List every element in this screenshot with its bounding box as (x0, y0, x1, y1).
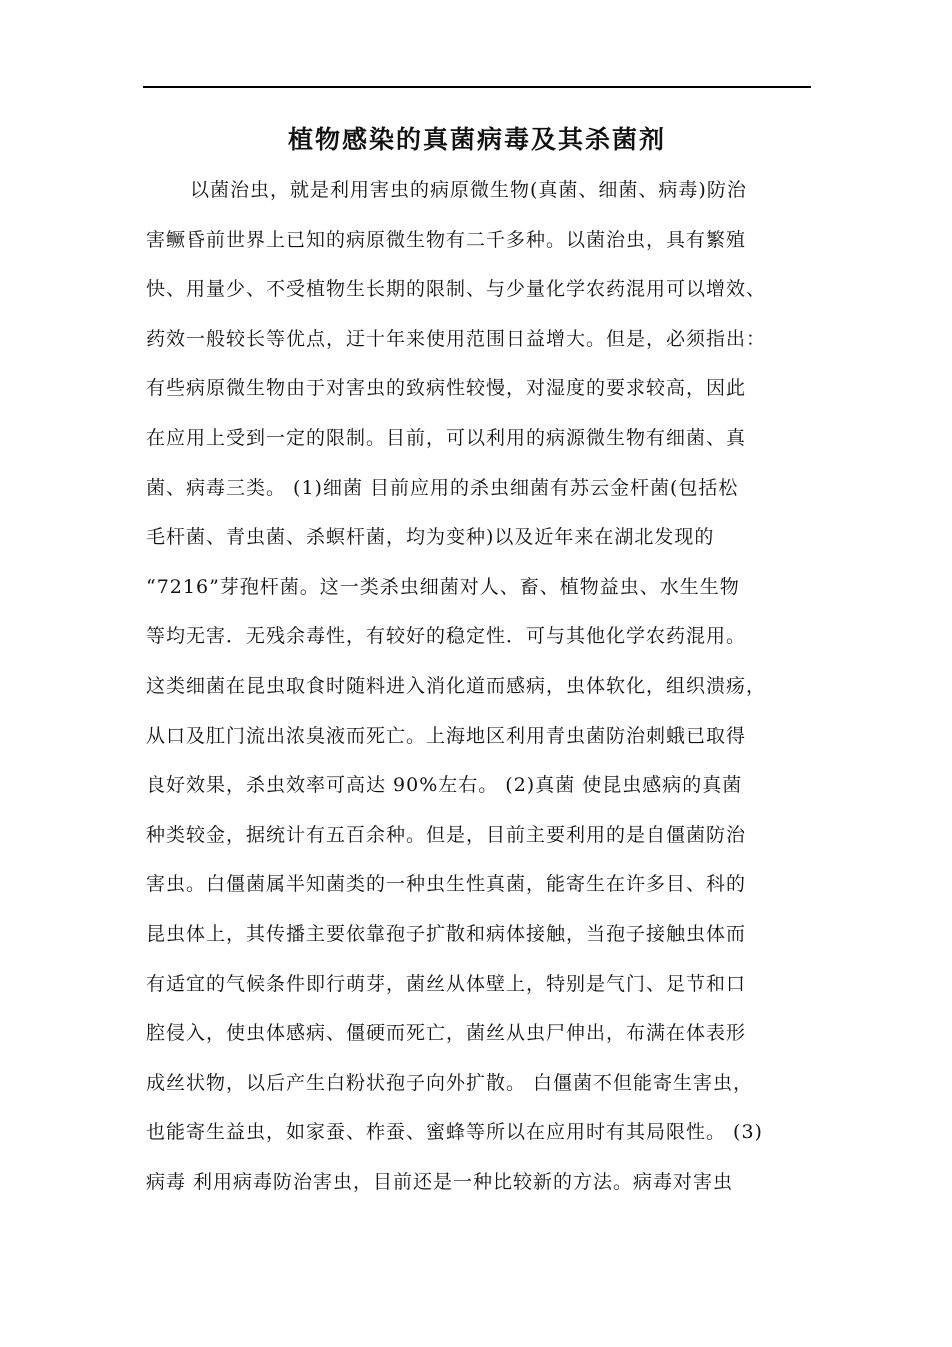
header-rule (143, 86, 811, 88)
body-line: 病毒 利用病毒防治害虫，目前还是一种比较新的方法。病毒对害虫 (146, 1170, 734, 1193)
body-line: 以菌治虫，就是利用害虫的病原微生物(真菌、细菌、病毒)防治 (190, 179, 747, 201)
body-line: 从口及肛门流出浓臭液而死亡。上海地区利用青虫菌防治刺蛾已取得 (146, 724, 747, 747)
body-line: 害鳜昏前世界上已知的病原微生物有二千多种。以菌治虫，具有繁殖 (146, 228, 747, 251)
body-line: 有些病原微生物由于对害虫的致病性较慢，对湿度的要求较高，因此 (146, 377, 747, 400)
body-line: 快、用量少、不受植物生长期的限制、与少量化学农药混用可以增效、 (146, 278, 767, 301)
body-line: “7216”芽孢杆菌。这一类杀虫细菌对人、畜、植物益虫、水生生物 (146, 575, 740, 598)
body-line: 昆虫体上，其传播主要依靠孢子扩散和病体接触，当孢子接触虫体而 (146, 922, 747, 945)
body-line: 毛杆菌、青虫菌、杀螟杆菌，均为变种)以及近年来在湖北发现的 (146, 526, 715, 549)
body-line: 药效一般较长等优点，迂十年来使用范围日益增大。但是，必须指出： (146, 327, 767, 350)
body-line: 也能寄生益虫，如家蚕、柞蚕、蜜蜂等所以在应用时有其局限性。 (3) (146, 1121, 763, 1144)
body-line: 种类较金，据统计有五百余种。但是，目前主要利用的是自僵菌防治 (146, 823, 747, 846)
body-line: 菌、病毒三类。 (1)细菌 目前应用的杀虫细菌有苏云金杆菌(包括松 (146, 476, 739, 499)
body-line: 成丝状物，以后产生白粉状孢子向外扩散。 白僵菌不但能寄生害虫， (146, 1071, 754, 1094)
body-line: 有适宜的气候条件即行萌芽，菌丝从体壁上，特别是气门、足节和口 (146, 972, 747, 995)
body-line: 害虫。白僵菌属半知菌类的一种虫生性真菌，能寄生在许多目、科的 (146, 873, 747, 896)
document-body (146, 172, 811, 1213)
body-line: 在应用上受到一定的限制。目前，可以利用的病源微生物有细菌、真 (146, 426, 747, 449)
body-line: 这类细菌在昆虫取食时随料进入消化道而感病，虫体软化，组织溃疡， (146, 674, 767, 697)
body-line: 腔侵入，使虫体感病、僵硬而死亡，菌丝从虫尸伸出，布满在体表形 (146, 1022, 747, 1045)
document-title: 植物感染的真菌病毒及其杀菌剂 (287, 125, 666, 154)
body-line: 良好效果，杀虫效率可高达 90%左右。 (2)真菌 使昆虫感病的真菌 (146, 774, 743, 797)
body-line: 等均无害．无残余毒性，有较好的稳定性．可与其他化学农药混用。 (146, 625, 747, 648)
